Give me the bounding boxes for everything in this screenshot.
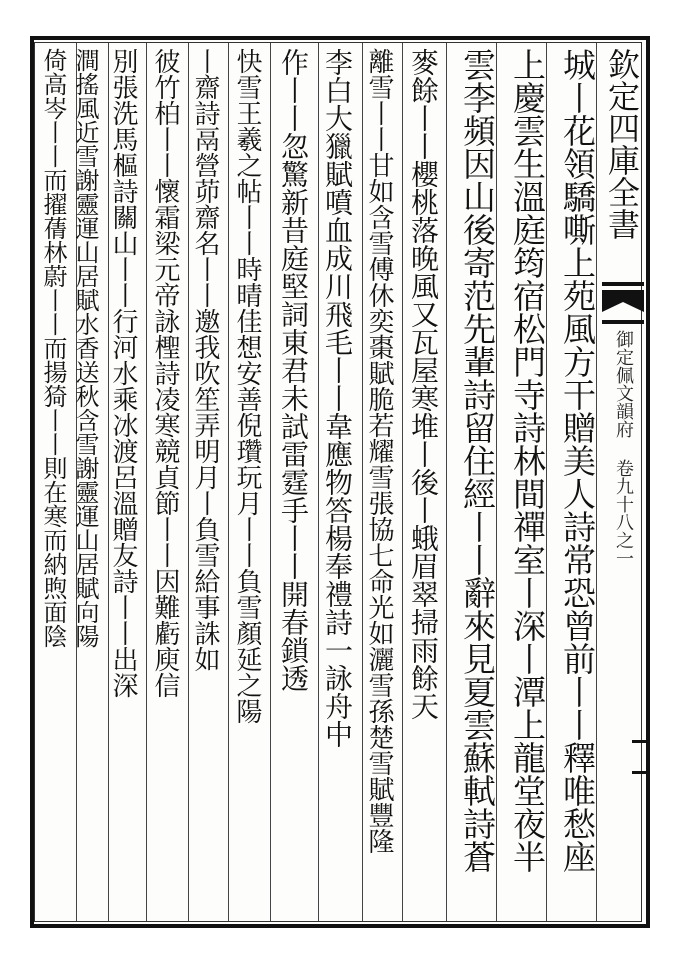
text-column: 上慶雲生溫庭筠宿松門寺詩林間禪室丨深丨潭上龍堂夜半 <box>508 48 547 873</box>
text-column: 雲李頻因山後寄范先輩詩留住經丨丨辭來見夏雲蘇軾詩蒼 <box>458 48 497 873</box>
text-column: 作丨丨忽驚新昔庭堅詞東君未試雷霆手丨丨開春鎖透 <box>277 48 310 692</box>
volume-subtitle: 御定佩文韻府 卷九十八之一 <box>613 330 634 567</box>
text-column: 城丨花領驕嘶上苑風方干贈美人詩常恐曾前丨丨釋唯愁座 <box>558 48 597 873</box>
page-number-mark <box>632 740 650 774</box>
text-column: 澗搖風近雪謝靈運山居賦水香送秋含雪謝靈運山居賦向陽 <box>71 48 99 648</box>
text-column: 彼竹柏丨丨懷霜梁元帝詠檉詩凌寒競貞節丨丨因難虧庾信 <box>150 48 180 698</box>
text-column <box>40 48 46 918</box>
book-title: 欽定四庫全書 <box>603 48 641 240</box>
text-column: 倚高岑丨丨而擢蒨林蔚丨丨而揚猗丨丨則在寒而納煦面陰 <box>39 48 67 648</box>
text-column: 離雪丨丨甘如含雪傅休奕棗賦脆若耀雪張協七命光如灑雪孫楚雪賦豐隆 <box>364 48 394 854</box>
text-column: 麥餘丨丨櫻桃落晚風又瓦屋寒堆丨後丨蛾眉翠掃雨餘天 <box>407 48 440 720</box>
text-column: 丨齋詩鬲營茆齋名丨丨邀我吹笙弄明月丨負雪給事誅如 <box>190 48 220 672</box>
fishtail-mark-icon <box>602 282 644 326</box>
text-column: 快雪王羲之帖丨丨時晴佳想安善倪瓚玩月丨丨負雪顏延之陽 <box>232 48 262 724</box>
text-column: 李白大獵賦噴血成川飛毛丨丨韋應物答楊奉禮詩一詠舟中 <box>321 48 354 748</box>
text-column: 別張洗馬樞詩關山丨丨行河水乘冰渡呂溫贈友詩丨丨出深 <box>108 48 138 698</box>
